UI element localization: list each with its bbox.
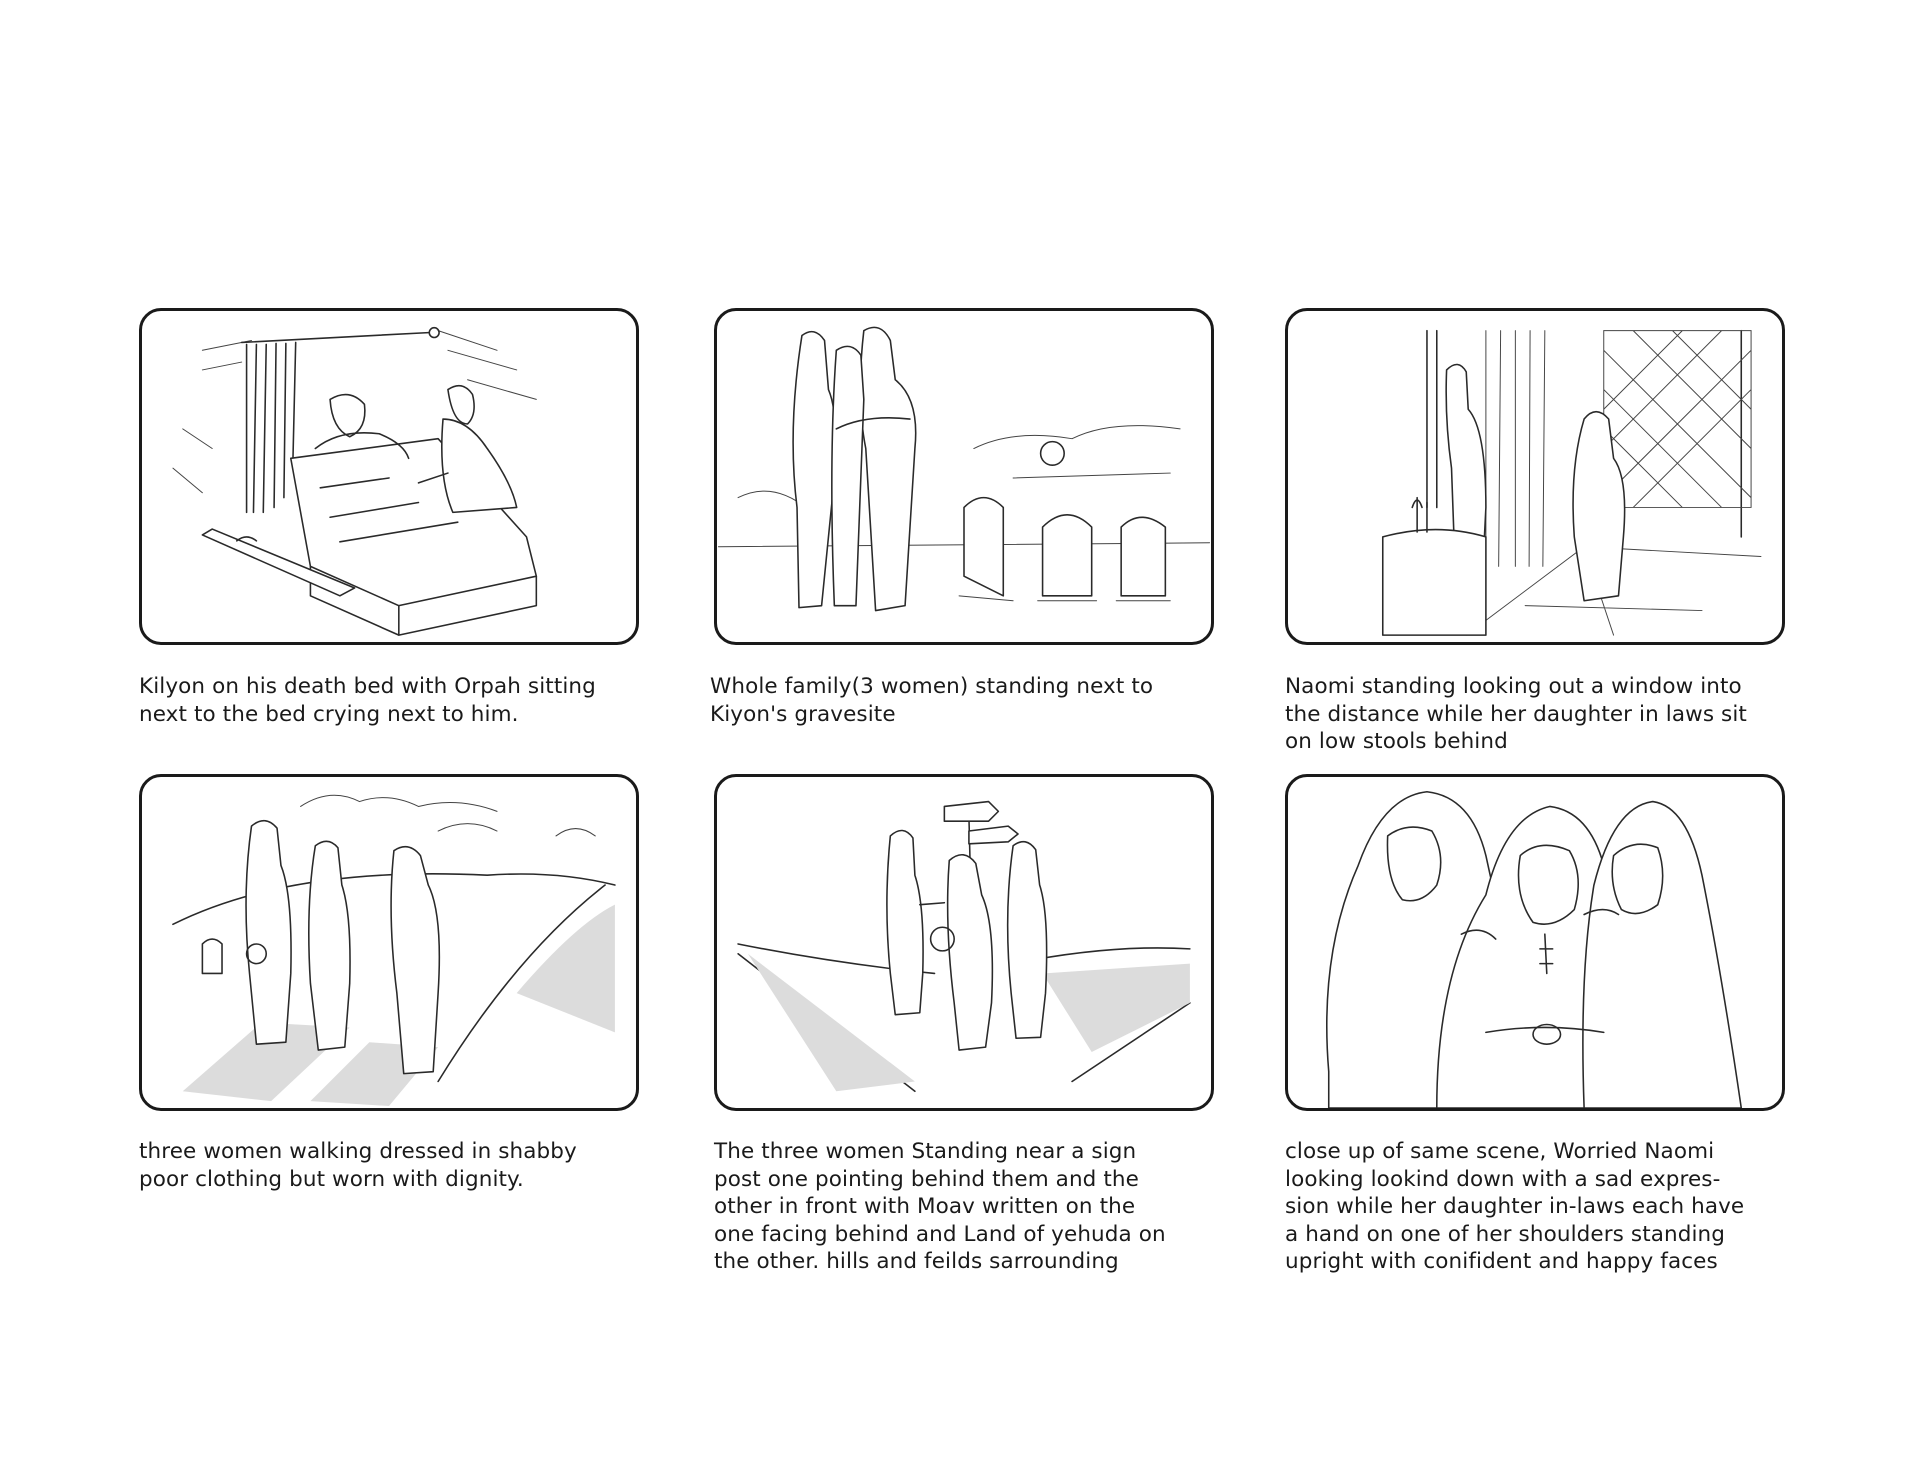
storyboard-frame-5 bbox=[714, 774, 1214, 1111]
storyboard-caption-6: close up of same scene, Worried Naomi looking lookind down with a sad expres- sion while her daughter in-laws each have a hand on one of her shoulders standing upright with conifident and happy faces bbox=[1285, 1139, 1745, 1274]
storyboard-caption-2: Whole family(3 women) standing next to Kiyon's gravesite bbox=[710, 674, 1154, 727]
storyboard-caption-1: Kilyon on his death bed with Orpah sitting next to the bed crying next to him. bbox=[139, 674, 596, 727]
storyboard-frame-1 bbox=[139, 308, 639, 645]
storyboard-frame-3 bbox=[1285, 308, 1785, 645]
sketch-closeup bbox=[1288, 777, 1782, 1108]
storyboard-frame-6 bbox=[1285, 774, 1785, 1111]
storyboard-caption-5: The three women Standing near a sign post one pointing behind them and the other in front with Moav written on the one facing behind and Land of yehuda on the other. hills and feilds sarrounding bbox=[714, 1139, 1166, 1274]
storyboard-caption-4: three women walking dressed in shabby poor clothing but worn with dignity. bbox=[139, 1139, 577, 1192]
sketch-deathbed bbox=[142, 311, 636, 642]
sketch-signpost bbox=[717, 777, 1211, 1108]
storyboard-frame-2 bbox=[714, 308, 1214, 645]
storyboard-caption-3: Naomi standing looking out a window into the distance while her daughter in laws sit on low stools behind bbox=[1285, 674, 1747, 754]
sketch-gravesite bbox=[717, 311, 1211, 642]
sketch-walking bbox=[142, 777, 636, 1108]
storyboard-frame-4 bbox=[139, 774, 639, 1111]
sketch-window bbox=[1288, 311, 1782, 642]
